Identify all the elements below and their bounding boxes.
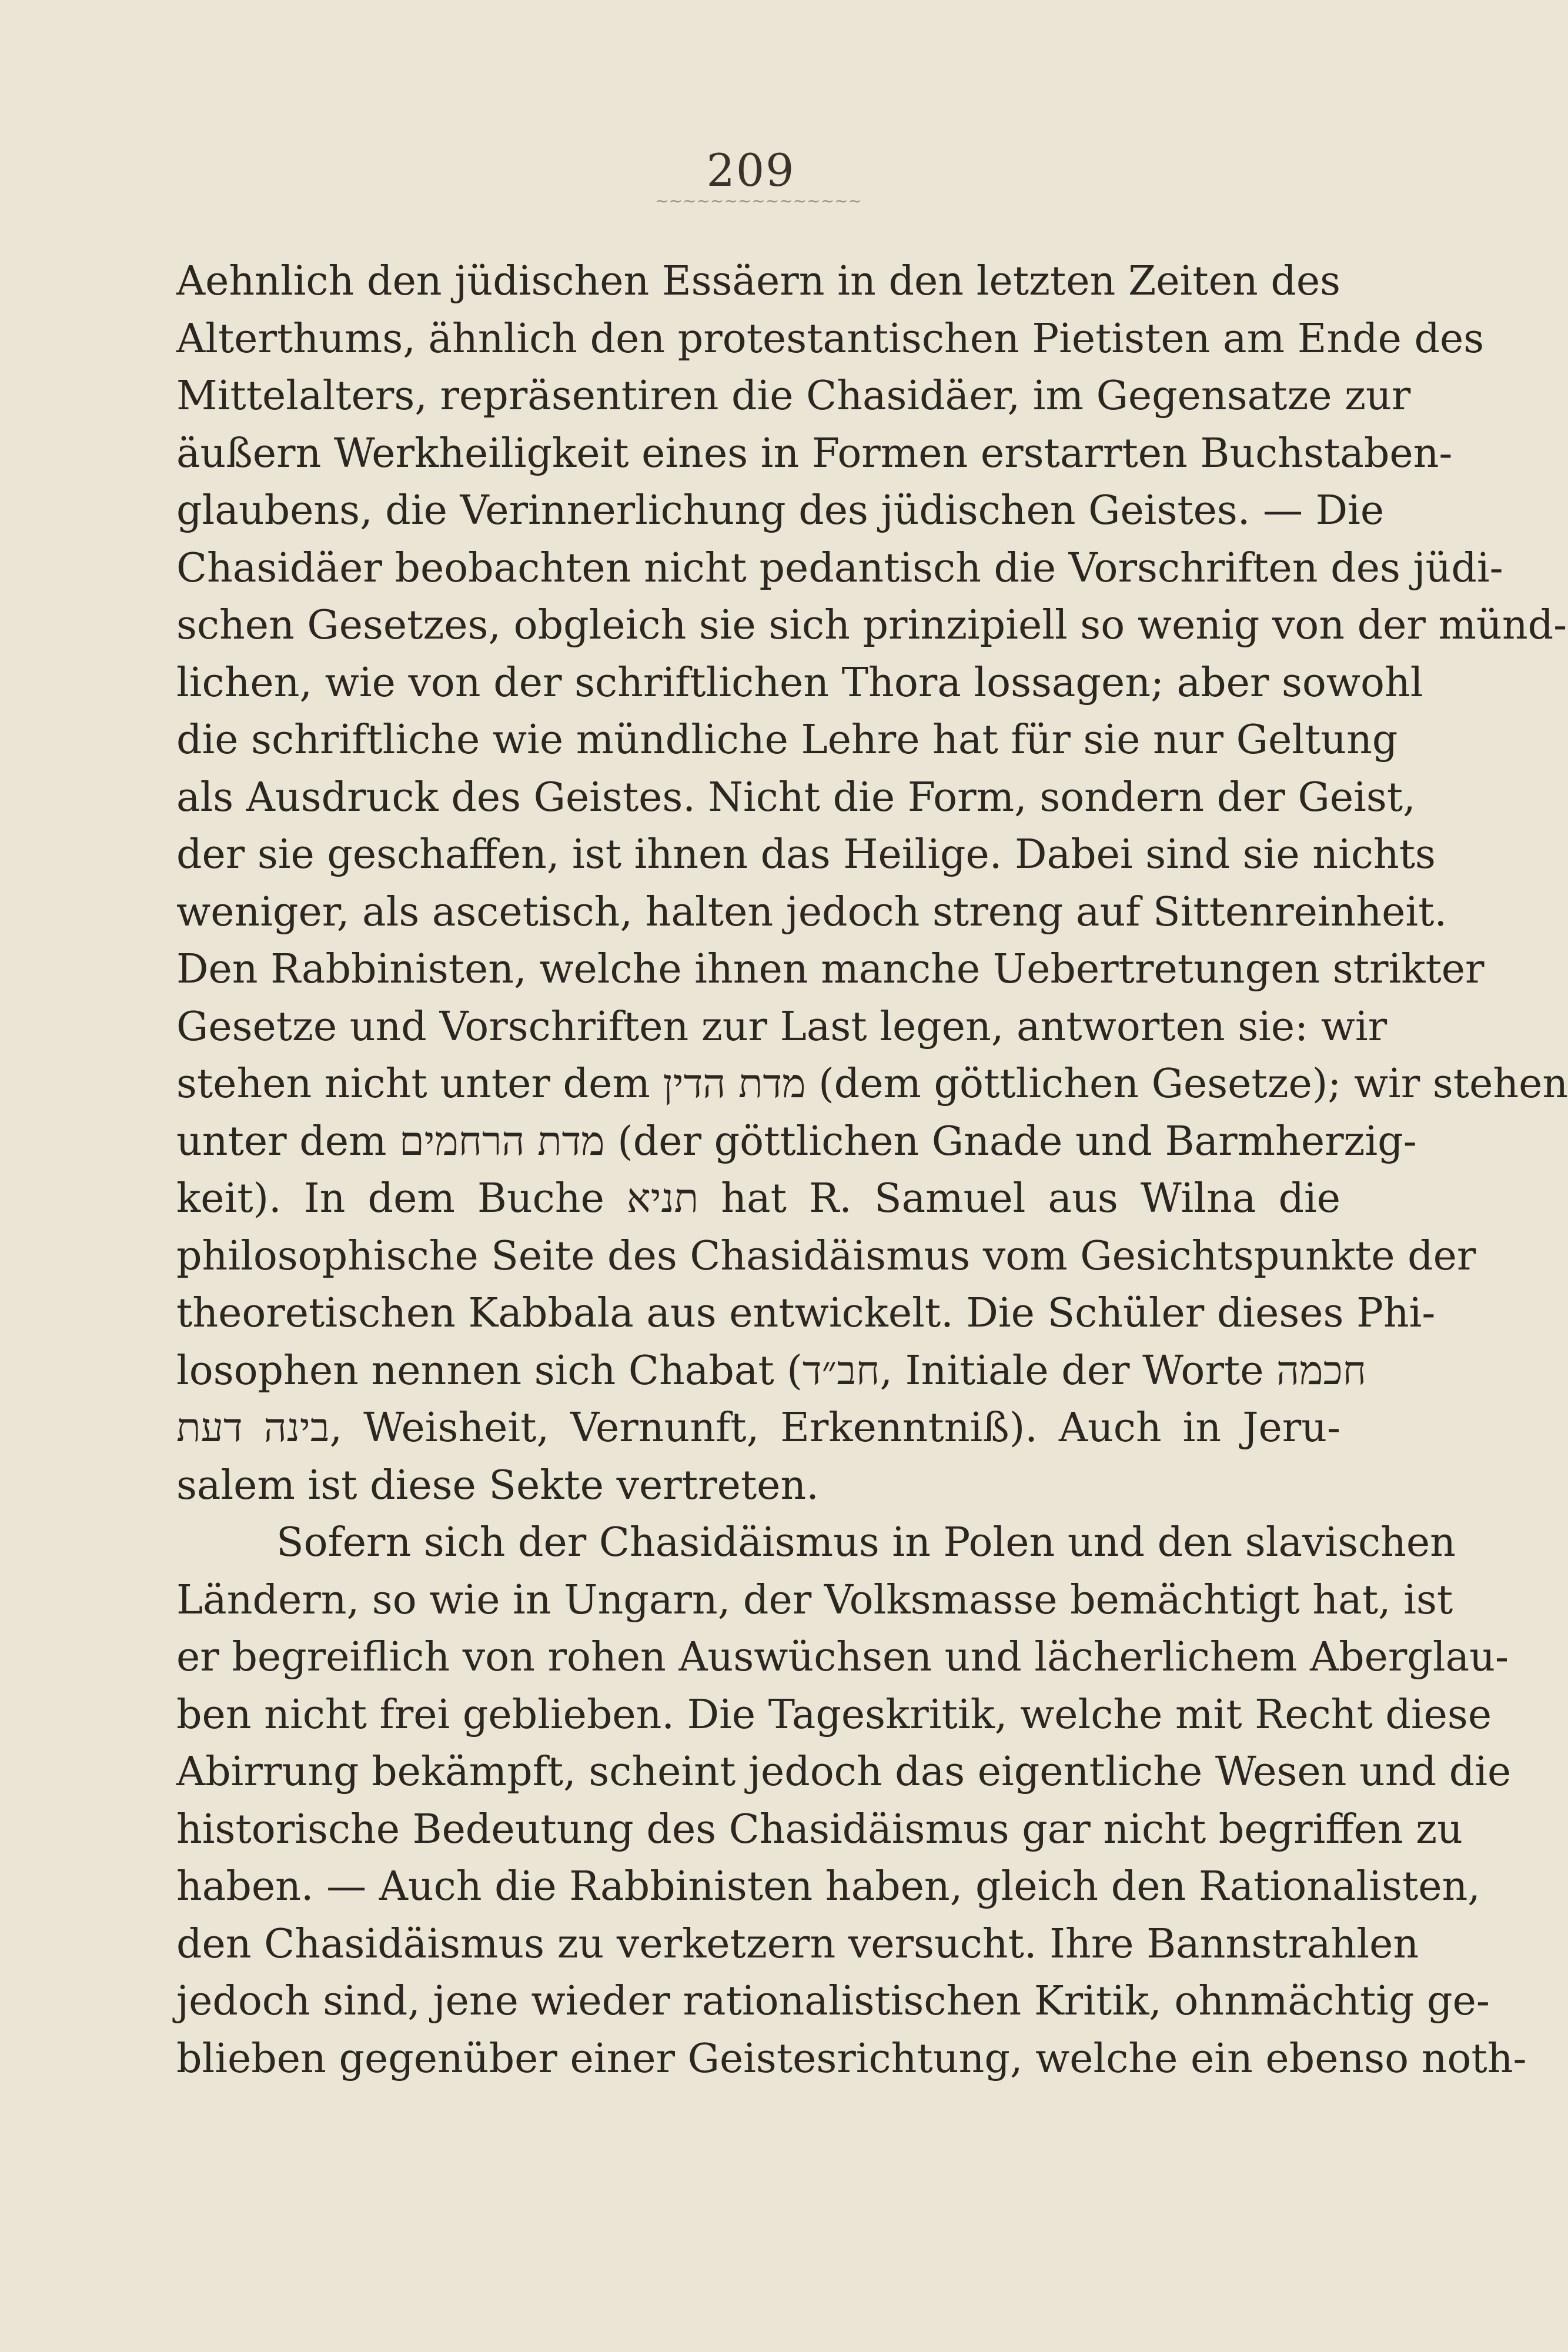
text-line: Den Rabbinisten, welche ihnen manche Uebertretungen strikter bbox=[176, 946, 1485, 993]
text-line: Alterthums, ähnlich den protestantischen Pietisten am Ende des bbox=[176, 315, 1485, 362]
text-line: stehen nicht unter dem מדת הדין (dem göttlichen Gesetze); wir stehen bbox=[176, 1061, 1568, 1107]
body-text bbox=[176, 253, 1568, 2087]
text-line: philosophische Seite des Chasidäismus vom Gesichtspunkte der bbox=[176, 1232, 1476, 1279]
text-line: historische Bedeutung des Chasidäismus gar nicht begriffen zu bbox=[176, 1806, 1463, 1853]
text-line: der sie geschaffen, ist ihnen das Heilige. Dabei sind sie nichts bbox=[176, 831, 1436, 878]
text-line: unter dem מדת הרחמים (der göttlichen Gnade und Barmherzig- bbox=[176, 1118, 1417, 1165]
text-line: lichen, wie von der schriftlichen Thora lossagen; aber sowohl bbox=[176, 659, 1423, 706]
text-line: Aehnlich den jüdischen Essäern in den letzten Zeiten des bbox=[176, 258, 1340, 305]
text-line: salem ist diese Sekte vertreten. bbox=[176, 1462, 819, 1509]
text-line: als Ausdruck des Geistes. Nicht die Form, sondern der Geist, bbox=[176, 774, 1416, 821]
text-line: Sofern sich der Chasidäismus in Polen und den slavischen bbox=[276, 1519, 1456, 1566]
text-line: haben. — Auch die Rabbinisten haben, gleich den Rationalisten, bbox=[176, 1863, 1480, 1910]
text-line: Gesetze und Vorschriften zur Last legen, antworten sie: wir bbox=[176, 1003, 1388, 1050]
text-line: weniger, als ascetisch, halten jedoch streng auf Sittenreinheit. bbox=[176, 888, 1447, 936]
text-line: בינה דעת, Weisheit, Vernunft, Erkenntniß). Auch in Jeru- bbox=[176, 1405, 1340, 1451]
page-number-ornament: ~~~~~~~~~~~~~~~ bbox=[655, 191, 862, 211]
text-line: keit). In dem Buche תניא hat R. Samuel aus Wilna die bbox=[176, 1175, 1340, 1222]
text-line: Ländern, so wie in Ungarn, der Volksmasse bemächtigt hat, ist bbox=[176, 1576, 1453, 1623]
text-line: er begreiflich von rohen Auswüchsen und lächerlichem Aberglau- bbox=[176, 1634, 1509, 1681]
text-line: schen Gesetzes, obgleich sie sich prinzipiell so wenig von der münd- bbox=[176, 602, 1567, 649]
text-line: die schriftliche wie mündliche Lehre hat für sie nur Geltung bbox=[176, 717, 1398, 763]
text-line: blieben gegenüber einer Geistesrichtung, welche ein ebenso noth- bbox=[176, 2035, 1527, 2082]
text-line: Chasidäer beobachten nicht pedantisch die Vorschriften des jüdi- bbox=[176, 544, 1503, 592]
text-line: jedoch sind, jene wieder rationalistischen Kritik, ohnmächtig ge- bbox=[176, 1978, 1490, 2024]
text-line: den Chasidäismus zu verketzern versucht. Ihre Bannstrahlen bbox=[176, 1920, 1419, 1967]
text-line: theoretischen Kabbala aus entwickelt. Die Schüler dieses Phi- bbox=[176, 1290, 1436, 1337]
text-line: Mittelalters, repräsentiren die Chasidäer, im Gegensatze zur bbox=[176, 373, 1411, 419]
text-line: Abirrung bekämpft, scheint jedoch das eigentliche Wesen und die bbox=[176, 1749, 1512, 1795]
text-line: losophen nennen sich Chabat (חב״ד, Initiale der Worte חכמה bbox=[176, 1347, 1366, 1394]
text-line: äußern Werkheiligkeit eines in Formen erstarrten Buchstaben- bbox=[176, 430, 1453, 477]
page-number: 209 bbox=[706, 144, 795, 196]
text-line: ben nicht frei geblieben. Die Tageskritik, welche mit Recht diese bbox=[176, 1691, 1492, 1738]
text-line: glaubens, die Verinnerlichung des jüdischen Geistes. — Die bbox=[176, 487, 1385, 534]
